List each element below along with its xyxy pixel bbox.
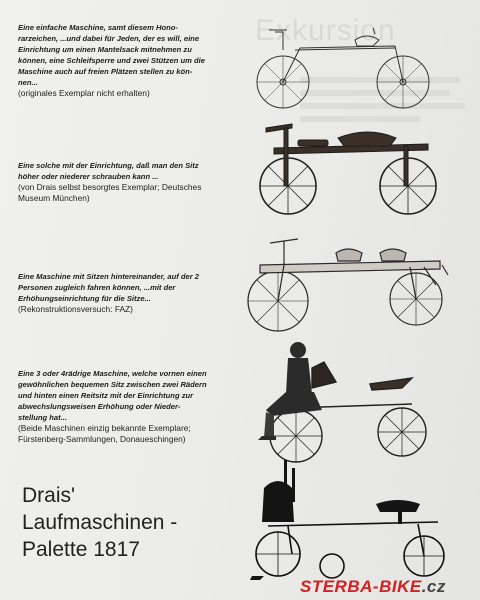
machine-description-2 (18, 160, 201, 204)
description-text: Eine solche mit der Einrichtung, daß man den Sitz höher oder niederer schrauben kann ... (18, 161, 199, 181)
page-title: Drais' Laufmaschinen - Palette 1817 (22, 484, 178, 561)
tandem-draisine-illustration (240, 225, 460, 335)
machine-description-1 (18, 22, 205, 99)
draisine-munich-illustration (258, 118, 458, 218)
source-note: (originales Exemplar nicht erhalten) (18, 88, 150, 98)
four-wheel-machine-silhouette-illustration (248, 458, 458, 580)
source-note: (Beide Maschinen einzig bekannte Exemplare; Fürstenberg-Sammlungen, Donaueschingen) (18, 423, 191, 444)
draisine-line-drawing-illustration (255, 20, 455, 120)
source-note: (Rekonstruktionsversuch: FAZ) (18, 304, 133, 314)
three-wheel-machine-with-rider-illustration (252, 338, 452, 466)
machine-description-3 (18, 271, 199, 315)
source-note: (von Drais selbst besorgtes Exemplar; Deutsches Museum München) (18, 182, 202, 203)
description-text: Eine 3 oder 4rädrige Maschine, welche vornen einen gewöhnlichen bequemen Sitz zwischen zwei Rädern und hinten einen Reitsitz mit der Einrichtung zur abwechslungsweisen Erhöhung oder Nieder- stellung hat... (18, 369, 207, 422)
machine-description-4 (18, 368, 207, 445)
description-text: Eine einfache Maschine, samt diesem Hono- rarzeichen, ...und dabei für Jeden, der es will, eine Einrichtung um einen Mantelsack mitnehmen zu können, eine Schleifsperre und zwei Stützen um die Maschine auch auf freien Plätzen stellen zu kön- nen... (18, 23, 205, 87)
background-heading: Exkursion (255, 14, 396, 47)
watermark-logo: STERBA-BIKE.cz (300, 577, 446, 596)
description-text: Eine Maschine mit Sitzen hintereinander, auf der 2 Personen zugleich fahren können, ...mit der Erhöhungseinrichtung für die Sitze... (18, 272, 200, 303)
